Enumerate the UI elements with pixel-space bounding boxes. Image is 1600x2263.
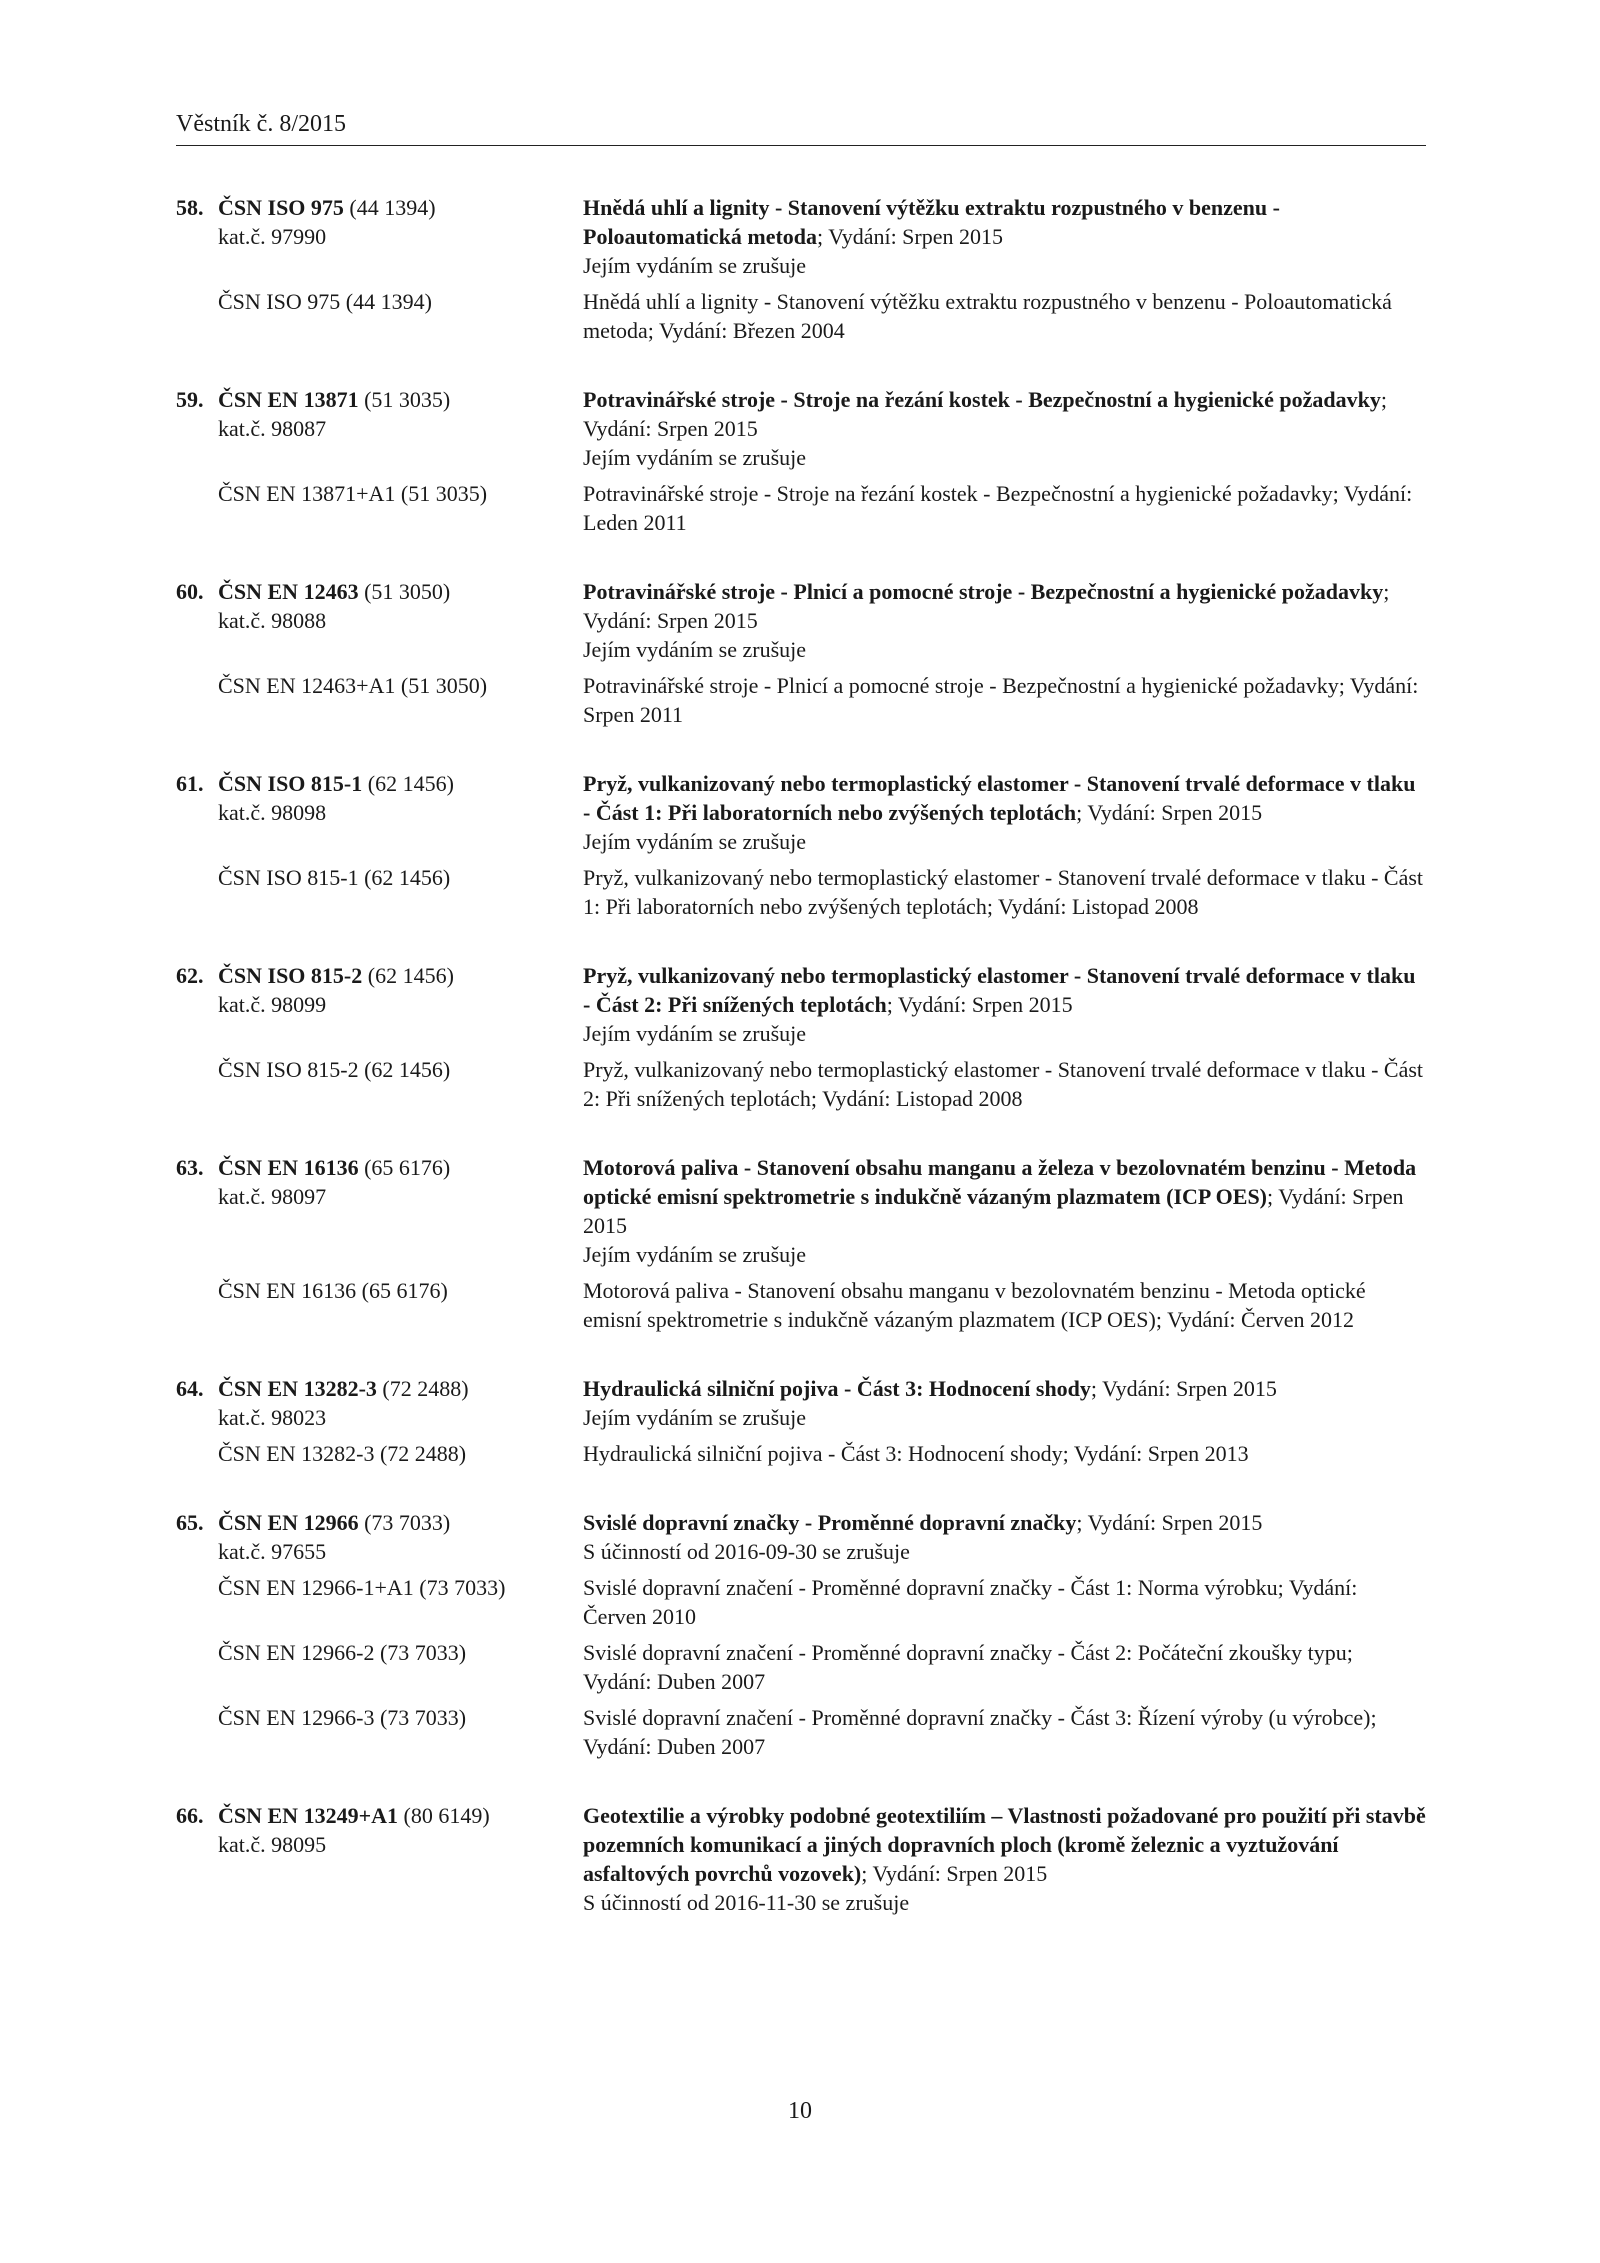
entry-main-row bbox=[176, 1374, 1426, 1432]
entry-standard bbox=[176, 769, 576, 827]
entry-description bbox=[583, 193, 1426, 280]
standard-entry bbox=[176, 577, 1426, 729]
entry-number: 61. bbox=[176, 771, 204, 796]
entry-main-row bbox=[176, 1153, 1426, 1269]
replaced-standard-code: ČSN EN 12463+A1 (51 3050) bbox=[218, 673, 488, 698]
standard-title: Potravinářské stroje - Plnicí a pomocné stroje - Bezpečnostní a hygienické požadavky bbox=[583, 579, 1384, 604]
standard-title: Geotextilie a výrobky podobné geotextiliím – Vlastnosti požadované pro použití při stavbě pozemních komunikací a jiných dopravních ploch (kromě železnic a vyztužování asfaltových povrchů vozovek) bbox=[583, 1803, 1426, 1886]
entry-main-row bbox=[176, 1801, 1426, 1917]
entry-number: 64. bbox=[176, 1376, 204, 1401]
replaced-standard-row bbox=[176, 863, 1426, 921]
cancellation-note: Jejím vydáním se zrušuje bbox=[583, 445, 807, 470]
issue-date: ; Vydání: Srpen 2015 bbox=[583, 1184, 1404, 1238]
entry-standard bbox=[176, 961, 576, 1019]
entry-standard bbox=[176, 577, 576, 635]
standard-designation bbox=[176, 385, 576, 414]
entry-description bbox=[583, 1374, 1426, 1432]
issue-date: ; Vydání: Srpen 2015 bbox=[861, 1861, 1048, 1886]
header-divider bbox=[176, 145, 1426, 146]
entry-number: 62. bbox=[176, 963, 204, 988]
replaced-standard-description: Potravinářské stroje - Stroje na řezání kostek - Bezpečnostní a hygienické požadavky; Vydání: Leden 2011 bbox=[583, 481, 1413, 535]
classification-code: (62 1456) bbox=[362, 771, 454, 796]
replaced-standard-row bbox=[176, 1439, 1426, 1468]
entry-number: 60. bbox=[176, 579, 204, 604]
standard-title: Svislé dopravní značky - Proměnné dopravní značky bbox=[583, 1510, 1077, 1535]
issue-date: ; Vydání: Srpen 2015 bbox=[1076, 800, 1263, 825]
replaced-standard-description: Pryž, vulkanizovaný nebo termoplastický elastomer - Stanovení trvalé deformace v tlaku - Část 2: Při snížených teplotách; Vydání: Listopad 2008 bbox=[583, 1057, 1424, 1111]
standards-list bbox=[176, 193, 1426, 1957]
entry-standard bbox=[176, 1374, 576, 1432]
standard-designation bbox=[176, 961, 576, 990]
classification-code: (62 1456) bbox=[362, 963, 454, 988]
classification-code: (72 2488) bbox=[376, 1376, 469, 1401]
replaced-standard-description: Svislé dopravní značení - Proměnné dopravní značky - Část 1: Norma výrobku; Vydání: Červen 2010 bbox=[583, 1575, 1358, 1629]
replaced-standard-description: Hnědá uhlí a lignity - Stanovení výtěžku extraktu rozpustného v benzenu - Poloautomatická metoda; Vydání: Březen 2004 bbox=[583, 289, 1392, 343]
entry-description bbox=[583, 1508, 1426, 1566]
replaced-standard-description: Motorová paliva - Stanovení obsahu manganu v bezolovnatém benzinu - Metoda optické emisní spektrometrie s indukčně vázaným plazmatem (ICP OES); Vydání: Červen 2012 bbox=[583, 1278, 1366, 1332]
entry-description bbox=[583, 1801, 1426, 1917]
issue-date: ; Vydání: Srpen 2015 bbox=[1090, 1376, 1277, 1401]
classification-code: (73 7033) bbox=[358, 1510, 451, 1535]
catalog-number: kat.č. 97655 bbox=[218, 1539, 327, 1564]
issue-date: ; Vydání: Srpen 2015 bbox=[817, 224, 1004, 249]
entry-standard bbox=[176, 1153, 576, 1211]
standard-designation bbox=[176, 577, 576, 606]
replaced-standard-code: ČSN EN 12966-3 (73 7033) bbox=[218, 1705, 467, 1730]
entry-number: 66. bbox=[176, 1803, 204, 1828]
standard-entry bbox=[176, 193, 1426, 345]
page-number: 10 bbox=[788, 2098, 812, 2124]
catalog-number: kat.č. 98023 bbox=[218, 1405, 327, 1430]
standard-code-bold: ČSN ISO 815-1 bbox=[218, 771, 363, 796]
replaced-standard-code: ČSN EN 16136 (65 6176) bbox=[218, 1278, 448, 1303]
replaced-standard-description: Potravinářské stroje - Plnicí a pomocné stroje - Bezpečnostní a hygienické požadavky; Vydání: Srpen 2011 bbox=[583, 673, 1419, 727]
standard-code-bold: ČSN EN 13282-3 bbox=[218, 1376, 377, 1401]
standard-designation bbox=[176, 1508, 576, 1537]
classification-code: (65 6176) bbox=[358, 1155, 451, 1180]
cancellation-note: S účinností od 2016-11-30 se zrušuje bbox=[583, 1890, 910, 1915]
replaced-standard-code: ČSN ISO 975 (44 1394) bbox=[218, 289, 432, 314]
catalog-number: kat.č. 98099 bbox=[218, 992, 327, 1017]
cancellation-note: S účinností od 2016-09-30 se zrušuje bbox=[583, 1539, 910, 1564]
entry-standard bbox=[176, 1801, 576, 1859]
entry-description bbox=[583, 961, 1426, 1048]
standard-designation bbox=[176, 1801, 576, 1830]
classification-code: (51 3035) bbox=[358, 387, 451, 412]
entry-number: 59. bbox=[176, 387, 204, 412]
entry-number: 65. bbox=[176, 1510, 204, 1535]
entry-description bbox=[583, 577, 1426, 664]
replaced-standard-row bbox=[176, 1276, 1426, 1334]
issue-date: ; Vydání: Srpen 2015 bbox=[1076, 1510, 1263, 1535]
standard-code-bold: ČSN EN 12463 bbox=[218, 579, 359, 604]
standard-entry bbox=[176, 1508, 1426, 1761]
replaced-standard-code: ČSN EN 12966-2 (73 7033) bbox=[218, 1640, 467, 1665]
standard-code-bold: ČSN EN 12966 bbox=[218, 1510, 359, 1535]
entry-main-row bbox=[176, 961, 1426, 1048]
cancellation-note: Jejím vydáním se zrušuje bbox=[583, 829, 807, 854]
cancellation-note: Jejím vydáním se zrušuje bbox=[583, 253, 807, 278]
entry-number: 58. bbox=[176, 195, 204, 220]
catalog-number: kat.č. 97990 bbox=[218, 224, 327, 249]
standard-code-bold: ČSN ISO 975 bbox=[218, 195, 344, 220]
standard-designation bbox=[176, 1374, 576, 1403]
replaced-standard-code: ČSN ISO 815-1 (62 1456) bbox=[218, 865, 451, 890]
standard-entry bbox=[176, 961, 1426, 1113]
standard-code-bold: ČSN EN 13249+A1 bbox=[218, 1803, 398, 1828]
replaced-standard-description: Pryž, vulkanizovaný nebo termoplastický elastomer - Stanovení trvalé deformace v tlaku - Část 1: Při laboratorních nebo zvýšených teplotách; Vydání: Listopad 2008 bbox=[583, 865, 1424, 919]
catalog-number: kat.č. 98087 bbox=[218, 416, 327, 441]
standard-title: Pryž, vulkanizovaný nebo termoplastický elastomer - Stanovení trvalé deformace v tlaku - Část 2: Při snížených teplotách bbox=[583, 963, 1416, 1017]
standard-designation bbox=[176, 193, 576, 222]
entry-main-row bbox=[176, 577, 1426, 664]
journal-header: Věstník č. 8/2015 bbox=[176, 111, 346, 137]
replaced-standard-code: ČSN EN 13871+A1 (51 3035) bbox=[218, 481, 488, 506]
standard-title: Motorová paliva - Stanovení obsahu manganu a železa v bezolovnatém benzinu - Metoda optické emisní spektrometrie s indukčně vázaným plazmatem (ICP OES) bbox=[583, 1155, 1417, 1209]
standard-entry bbox=[176, 769, 1426, 921]
standard-designation bbox=[176, 769, 576, 798]
standard-entry bbox=[176, 385, 1426, 537]
standard-title: Hnědá uhlí a lignity - Stanovení výtěžku extraktu rozpustného v benzenu - Poloautomatická metoda bbox=[583, 195, 1280, 249]
entry-description bbox=[583, 1153, 1426, 1269]
replaced-standard-description: Svislé dopravní značení - Proměnné dopravní značky - Část 2: Počáteční zkoušky typu; Vydání: Duben 2007 bbox=[583, 1640, 1353, 1694]
entry-standard bbox=[176, 385, 576, 443]
cancellation-note: Jejím vydáním se zrušuje bbox=[583, 1242, 807, 1267]
cancellation-note: Jejím vydáním se zrušuje bbox=[583, 1405, 807, 1430]
catalog-number: kat.č. 98097 bbox=[218, 1184, 327, 1209]
entry-main-row bbox=[176, 1508, 1426, 1566]
standard-title: Hydraulická silniční pojiva - Část 3: Hodnocení shody bbox=[583, 1376, 1091, 1401]
entry-description bbox=[583, 385, 1426, 472]
standard-code-bold: ČSN EN 13871 bbox=[218, 387, 359, 412]
entry-main-row bbox=[176, 193, 1426, 280]
replaced-standard-row bbox=[176, 1703, 1426, 1761]
replaced-standard-code: ČSN EN 13282-3 (72 2488) bbox=[218, 1441, 467, 1466]
replaced-standard-row bbox=[176, 287, 1426, 345]
entry-number: 63. bbox=[176, 1155, 204, 1180]
classification-code: (51 3050) bbox=[358, 579, 451, 604]
classification-code: (80 6149) bbox=[398, 1803, 490, 1828]
replaced-standard-code: ČSN EN 12966-1+A1 (73 7033) bbox=[218, 1575, 506, 1600]
catalog-number: kat.č. 98098 bbox=[218, 800, 327, 825]
standard-entry bbox=[176, 1801, 1426, 1917]
standard-title: Potravinářské stroje - Stroje na řezání kostek - Bezpečnostní a hygienické požadavky bbox=[583, 387, 1381, 412]
replaced-standard-row bbox=[176, 479, 1426, 537]
standard-title: Pryž, vulkanizovaný nebo termoplastický elastomer - Stanovení trvalé deformace v tlaku - Část 1: Při laboratorních nebo zvýšených teplotách bbox=[583, 771, 1416, 825]
issue-date: ; Vydání: Srpen 2015 bbox=[886, 992, 1073, 1017]
standard-code-bold: ČSN ISO 815-2 bbox=[218, 963, 363, 988]
cancellation-note: Jejím vydáním se zrušuje bbox=[583, 637, 807, 662]
replaced-standard-row bbox=[176, 1638, 1426, 1696]
issue-date: ; Vydání: Srpen 2015 bbox=[583, 579, 1390, 633]
classification-code: (44 1394) bbox=[343, 195, 436, 220]
replaced-standard-description: Hydraulická silniční pojiva - Část 3: Hodnocení shody; Vydání: Srpen 2013 bbox=[583, 1441, 1249, 1466]
replaced-standard-row bbox=[176, 671, 1426, 729]
issue-date: ; Vydání: Srpen 2015 bbox=[583, 387, 1387, 441]
entry-standard bbox=[176, 193, 576, 251]
replaced-standard-row bbox=[176, 1573, 1426, 1631]
catalog-number: kat.č. 98088 bbox=[218, 608, 327, 633]
standard-code-bold: ČSN EN 16136 bbox=[218, 1155, 359, 1180]
entry-description bbox=[583, 769, 1426, 856]
standard-entry bbox=[176, 1374, 1426, 1468]
replaced-standard-code: ČSN ISO 815-2 (62 1456) bbox=[218, 1057, 451, 1082]
replaced-standard-description: Svislé dopravní značení - Proměnné dopravní značky - Část 3: Řízení výroby (u výrobce); Vydání: Duben 2007 bbox=[583, 1705, 1377, 1759]
standard-entry bbox=[176, 1153, 1426, 1334]
entry-main-row bbox=[176, 385, 1426, 472]
replaced-standard-row bbox=[176, 1055, 1426, 1113]
entry-standard bbox=[176, 1508, 576, 1566]
catalog-number: kat.č. 98095 bbox=[218, 1832, 327, 1857]
entry-main-row bbox=[176, 769, 1426, 856]
cancellation-note: Jejím vydáním se zrušuje bbox=[583, 1021, 807, 1046]
standard-designation bbox=[176, 1153, 576, 1182]
